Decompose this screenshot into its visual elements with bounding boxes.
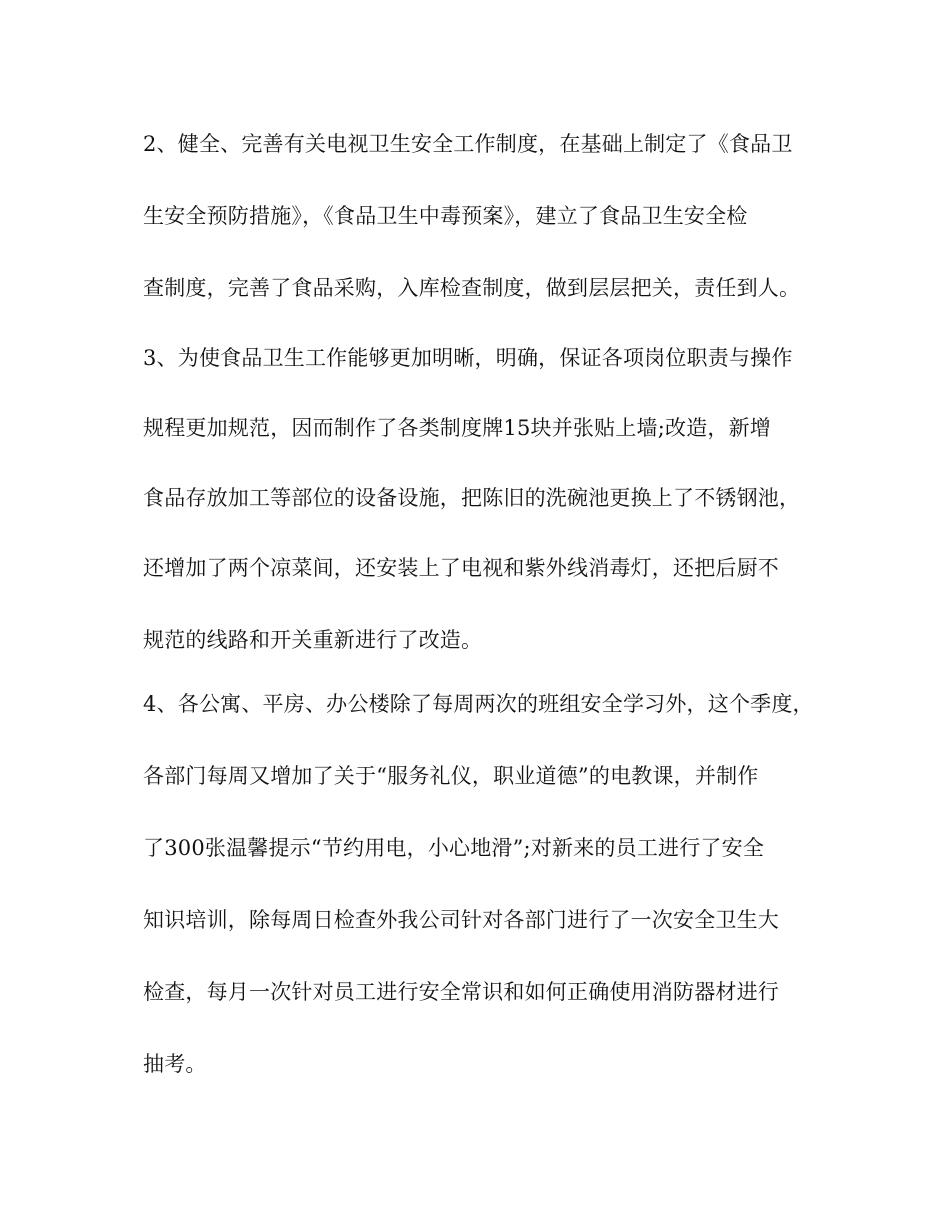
paragraph-3-line-1: 3、为使食品卫生工作能够更加明晰，明确，保证各项岗位职责与操作 <box>143 346 793 370</box>
paragraph-4-line-6: 抽考。 <box>143 1052 207 1076</box>
paragraph-2-line-2: 生安全预防措施》，《食品卫生中毒预案》，建立了食品卫生安全检 <box>143 204 748 228</box>
paragraph-4-line-2: 各部门每周又增加了关于“服务礼仪，职业道德”的电教课，并制作 <box>143 764 759 788</box>
paragraph-3-line-4: 还增加了两个凉菜间，还安装上了电视和紫外线消毒灯，还把后厨不 <box>143 556 779 580</box>
paragraph-3-line-5: 规范的线路和开关重新进行了改造。 <box>143 628 483 652</box>
paragraph-4-line-4: 知识培训，除每周日检查外我公司针对各部门进行了一次安全卫生大 <box>143 908 779 932</box>
paragraph-3-line-2: 规程更加规范，因而制作了各类制度牌15块并张贴上墙;改造，新增 <box>143 416 771 440</box>
paragraph-2-line-3: 查制度，完善了食品采购，入库检查制度，做到层层把关，责任到人。 <box>143 276 801 300</box>
paragraph-3-line-3: 食品存放加工等部位的设备设施，把陈旧的洗碗池更换上了不锈钢池， <box>143 486 801 510</box>
paragraph-2-line-1: 2、健全、完善有关电视卫生安全工作制度，在基础上制定了《食品卫 <box>143 132 793 156</box>
paragraph-4-line-3: 了300张温馨提示“节约用电，小心地滑”;对新来的员工进行了安全 <box>143 836 765 860</box>
paragraph-4-line-5: 检查，每月一次针对员工进行安全常识和如何正确使用消防器材进行 <box>143 980 779 1004</box>
paragraph-4-line-1: 4、各公寓、平房、办公楼除了每周两次的班组安全学习外，这个季度， <box>143 692 814 716</box>
